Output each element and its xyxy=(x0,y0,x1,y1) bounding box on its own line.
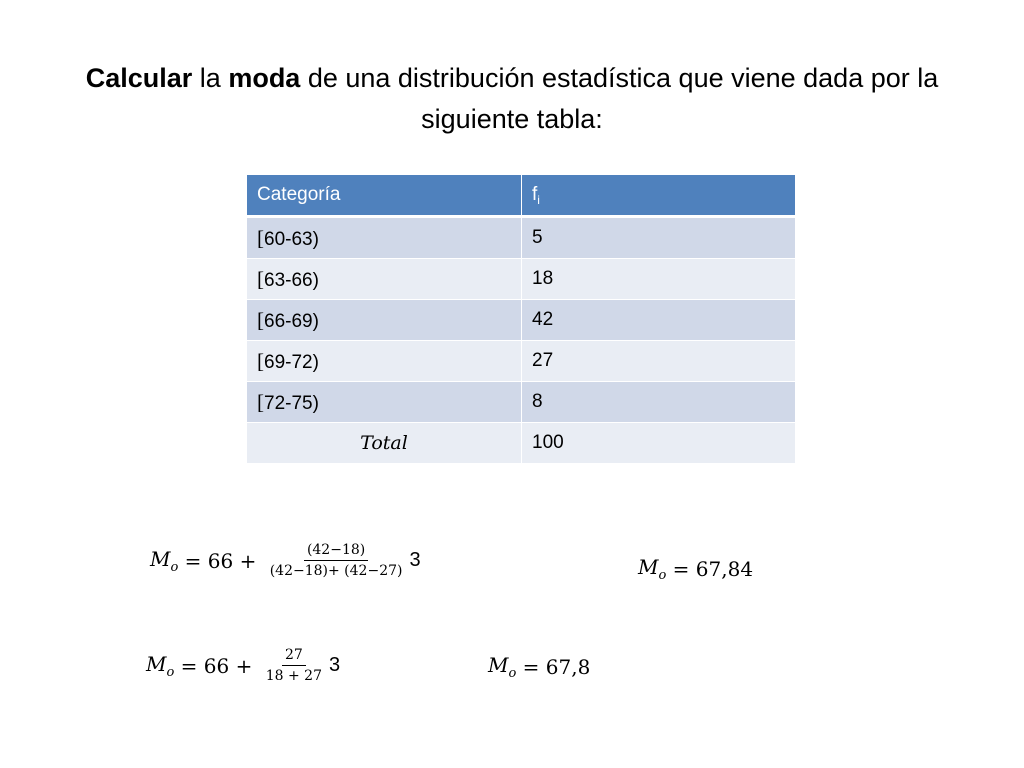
category-cell xyxy=(247,382,522,423)
title-text-rest: de una distribución estadística que viene dada por la siguiente tabla: xyxy=(300,63,939,134)
result-value: = 67,84 xyxy=(666,557,754,581)
header-frequency-sub: i xyxy=(537,192,540,207)
mode-symbol xyxy=(150,547,178,575)
mode-symbol-base: M xyxy=(150,546,171,571)
category-cell xyxy=(247,341,522,382)
table-row xyxy=(247,341,796,382)
category-range: 60-63) xyxy=(264,228,319,250)
header-frequency-base: f xyxy=(532,183,538,205)
result-value: = 67,8 xyxy=(516,655,591,679)
title-moda: moda xyxy=(228,63,301,93)
mode-result-1 xyxy=(638,555,753,583)
mode-symbol-sub: o xyxy=(658,568,667,583)
mode-symbol-sub: o xyxy=(170,559,179,575)
category-range: 66-69) xyxy=(264,310,319,332)
mode-symbol-base: M xyxy=(638,555,659,579)
bracket-glyph: [ xyxy=(257,225,264,250)
mode-formula-expanded xyxy=(150,542,421,579)
mode-symbol-base: M xyxy=(146,651,167,676)
table-row xyxy=(247,382,796,423)
total-label: Total xyxy=(247,423,522,464)
bracket-glyph: [ xyxy=(257,307,264,332)
class-width-multiplier: 3 xyxy=(409,549,421,571)
frequency-cell: 5 xyxy=(522,217,796,259)
mode-formula-simplified xyxy=(146,647,340,684)
mode-symbol-base: M xyxy=(488,653,509,677)
category-cell xyxy=(247,300,522,341)
formula-equals-prefix: = 66 + xyxy=(174,653,259,678)
fraction-numerator: 27 xyxy=(282,647,306,666)
table-row xyxy=(247,217,796,259)
mode-symbol xyxy=(638,555,666,583)
bracket-glyph: [ xyxy=(257,348,264,373)
bracket-glyph: [ xyxy=(257,266,264,291)
category-range: 63-66) xyxy=(264,269,319,291)
mode-symbol-sub: o xyxy=(166,664,175,680)
table-total-row xyxy=(247,423,796,464)
category-cell xyxy=(247,259,522,300)
title-text-la: la xyxy=(192,63,229,93)
bracket-glyph: [ xyxy=(257,389,264,414)
category-cell xyxy=(247,217,522,259)
category-range: 72-75) xyxy=(264,392,319,414)
mode-symbol xyxy=(146,652,174,680)
formula-equals-prefix: = 66 + xyxy=(178,548,263,573)
formula-fraction xyxy=(263,647,325,684)
fraction-denominator: (42−18)+ (42−27) xyxy=(269,563,403,579)
fraction-denominator: 18 + 27 xyxy=(265,668,322,684)
header-category: Categoría xyxy=(247,175,522,217)
category-range: 69-72) xyxy=(264,351,319,373)
slide-title xyxy=(40,58,984,140)
table-row xyxy=(247,300,796,341)
formula-fraction xyxy=(267,542,406,579)
frequency-table xyxy=(246,174,796,464)
table-header-row xyxy=(247,175,796,217)
frequency-cell: 42 xyxy=(522,300,796,341)
frequency-cell: 18 xyxy=(522,259,796,300)
frequency-cell: 8 xyxy=(522,382,796,423)
table-row xyxy=(247,259,796,300)
class-width-multiplier: 3 xyxy=(328,654,341,676)
mode-symbol xyxy=(488,653,516,681)
total-value: 100 xyxy=(522,423,796,464)
mode-result-2 xyxy=(488,653,590,681)
frequency-cell: 27 xyxy=(522,341,796,382)
title-calcular: Calcular xyxy=(85,63,193,93)
fraction-numerator: (42−18) xyxy=(304,542,368,561)
mode-symbol-sub: o xyxy=(508,666,517,681)
header-frequency xyxy=(522,175,796,217)
